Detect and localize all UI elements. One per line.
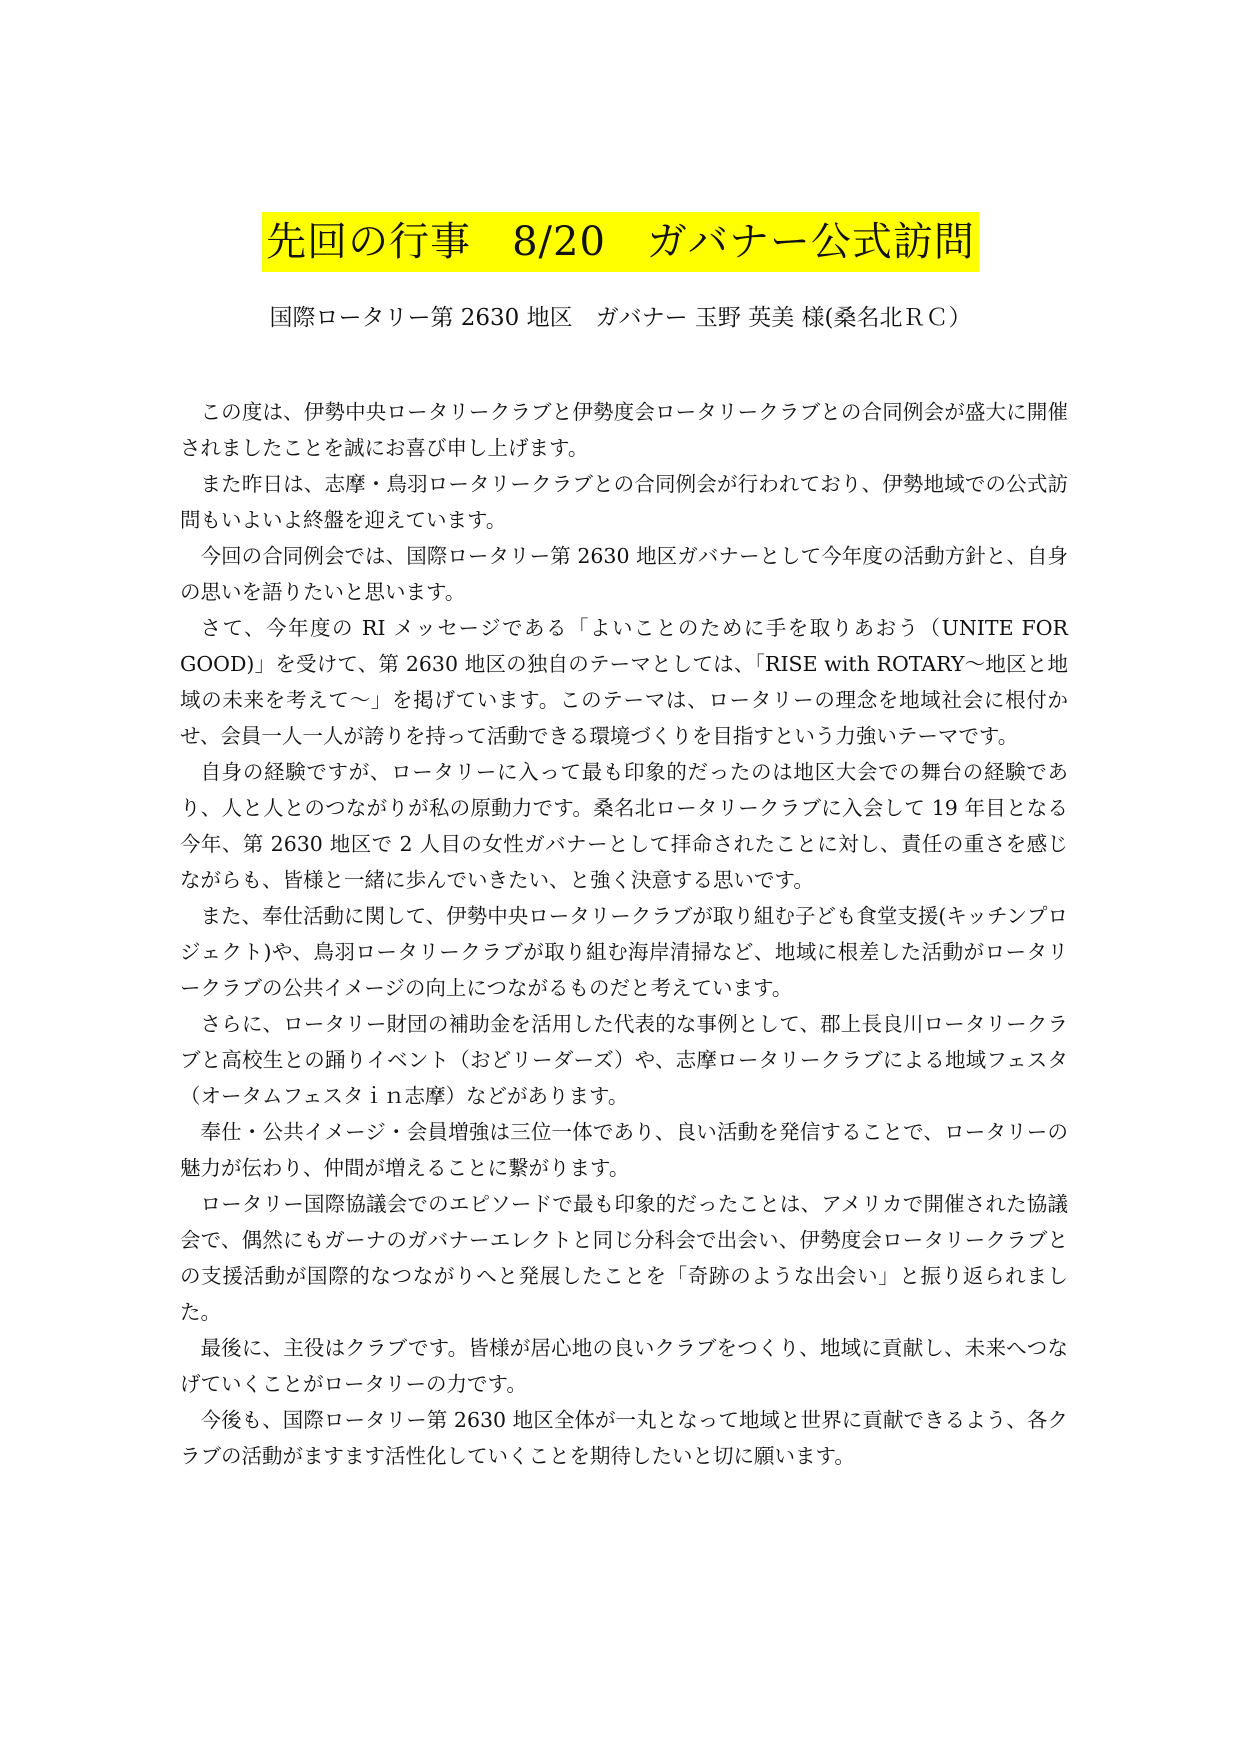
paragraph: 自身の経験ですが、ロータリーに入って最も印象的だったのは地区大会での舞台の経験であり、人と人とのつながりが私の原動力です。桑名北ロータリークラブに入会して 19 年目となる今年、第 2630 地区で 2 人目の女性ガバナーとして拝命されたことに対し、責任の重さを感じながらも、皆様と一緒に歩んでいきたい、と強く決意する思いです。 xyxy=(180,760,1068,892)
paragraph: 今回の合同例会では、国際ロータリー第 2630 地区ガバナーとして今年度の活動方針と、自身の思いを語りたいと思います。 xyxy=(180,544,1068,604)
title-block xyxy=(0,212,1241,272)
paragraph: この度は、伊勢中央ロータリークラブと伊勢度会ロータリークラブとの合同例会が盛大に開催されましたことを誠にお喜び申し上げます。 xyxy=(180,400,1068,460)
paragraph: 最後に、主役はクラブです。皆様が居心地の良いクラブをつくり、地域に貢献し、未来へつなげていくことがロータリーの力です。 xyxy=(180,1336,1068,1396)
paragraph: 奉仕・公共イメージ・会員増強は三位一体であり、良い活動を発信することで、ロータリーの魅力が伝わり、仲間が増えることに繋がります。 xyxy=(180,1120,1068,1180)
paragraph: また昨日は、志摩・鳥羽ロータリークラブとの合同例会が行われており、伊勢地域での公式訪問もいよいよ終盤を迎えています。 xyxy=(180,472,1068,532)
page-title: 先回の行事 8/20 ガバナー公式訪問 xyxy=(262,212,979,272)
paragraph: 今後も、国際ロータリー第 2630 地区全体が一丸となって地域と世界に貢献できるよう、各クラブの活動がますます活性化していくことを期待したいと切に願います。 xyxy=(180,1408,1068,1468)
paragraph: ロータリー国際協議会でのエピソードで最も印象的だったことは、アメリカで開催された協議会で、偶然にもガーナのガバナーエレクトと同じ分科会で出会い、伊勢度会ロータリークラブとの支援活動が国際的なつながりへと発展したことを「奇跡のような出会い」と振り返られました。 xyxy=(180,1192,1068,1324)
paragraph: さて、今年度の RI メッセージである「よいことのために手を取りあおう（UNITE FOR GOOD)」を受けて、第 2630 地区の独自のテーマとしては、「RISE with ROTARY～地区と地域の未来を考えて～」を掲げています。このテーマは、ロータリーの理念を地域社会に根付かせ、会員一人一人が誇りを持って活動できる環境づくりを目指すという力強いテーマです。 xyxy=(180,616,1068,748)
paragraph: さらに、ロータリー財団の補助金を活用した代表的な事例として、郡上長良川ロータリークラブと高校生との踊りイベント（おどリーダーズ）や、志摩ロータリークラブによる地域フェスタ（オータムフェスタｉｎ志摩）などがあります。 xyxy=(180,1012,1068,1108)
page-subtitle: 国際ロータリー第 2630 地区 ガバナー 玉野 英美 様(桑名北ＲＣ） xyxy=(269,305,972,331)
paragraph: また、奉仕活動に関して、伊勢中央ロータリークラブが取り組む子ども食堂支援(キッチンプロジェクト)や、鳥羽ロータリークラブが取り組む海岸清掃など、地域に根差した活動がロータリークラブの公共イメージの向上につながるものだと考えています。 xyxy=(180,904,1068,1000)
article-body xyxy=(180,394,1068,1474)
